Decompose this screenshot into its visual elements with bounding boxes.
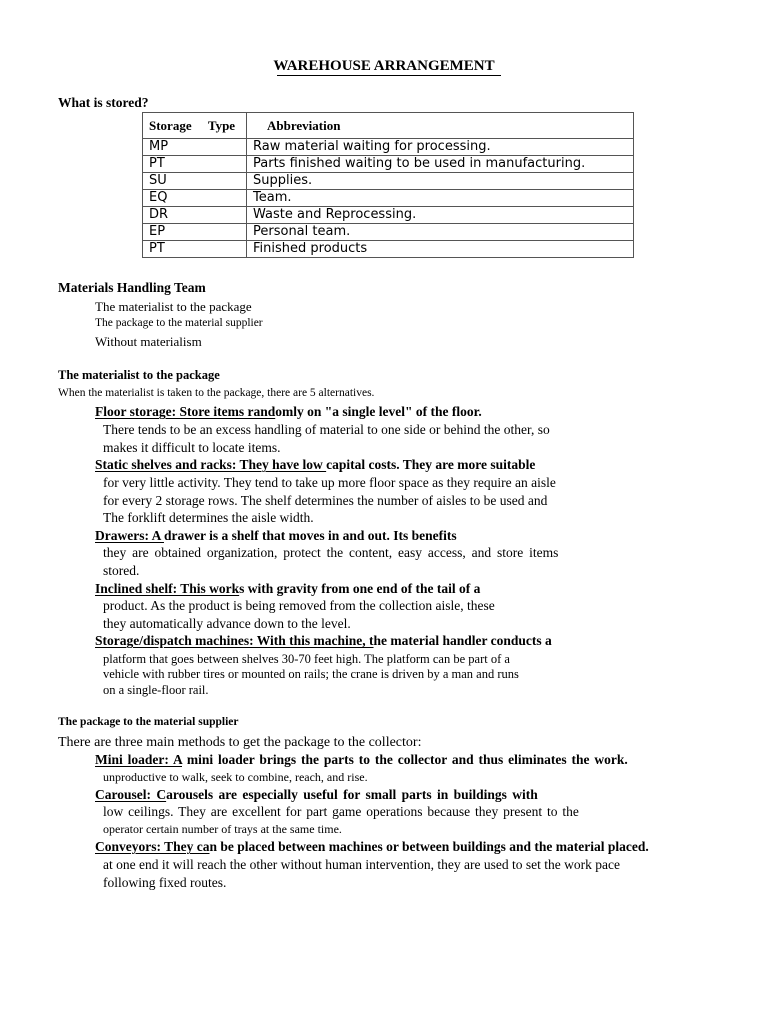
document-title: WAREHOUSE ARRANGEMENT: [273, 58, 495, 74]
carousel-text: low ceilings. They are excellent for part game operations because they present to the: [103, 804, 579, 819]
drawers-heading: Drawers: A drawer is a shelf that moves in and out. Its benefits: [95, 528, 457, 543]
table-row: DR Waste and Reprocessing.: [143, 207, 634, 224]
table-row: EP Personal team.: [143, 224, 634, 241]
materialist-intro: When the materialist is taken to the package, there are 5 alternatives.: [58, 387, 375, 399]
static-shelves-heading: Static shelves and racks: They have low capital costs. They are more suitable: [95, 457, 536, 472]
table-header-row: [143, 113, 634, 139]
package-heading: The package to the material supplier: [58, 716, 239, 728]
static-shelves-text: for every 2 storage rows. The shelf determines the number of aisles to be used and: [103, 493, 548, 508]
inclined-shelf-heading: Inclined shelf: This works with gravity from one end of the tail of a: [95, 581, 481, 596]
table-header-storage-type: Storage Type: [143, 113, 247, 139]
list-item: The package to the material supplier: [95, 317, 263, 329]
floor-storage-heading: Floor storage: Store items randomly on "a single level" of the floor.: [95, 404, 482, 419]
conveyors-text: at one end it will reach the other without human intervention, they are used to set the work pace: [103, 857, 620, 872]
inclined-shelf-text: product. As the product is being removed from the collection aisle, these: [103, 598, 495, 613]
dispatch-machines-heading: Storage/dispatch machines: With this machine, the material handler conducts a: [95, 633, 552, 648]
conveyors-heading: Conveyors: They can be placed between machines or between buildings and the material placed.: [95, 839, 649, 854]
inclined-shelf-text: they automatically advance down to the level.: [103, 616, 351, 631]
list-item: Without materialism: [95, 334, 202, 349]
dispatch-machines-text: on a single-floor rail.: [103, 683, 209, 697]
dispatch-machines-text: vehicle with rubber tires or mounted on rails; the crane is driven by a man and runs: [103, 667, 519, 681]
table-row: MP Raw material waiting for processing.: [143, 139, 634, 156]
mini-loader-heading: Mini loader: A mini loader brings the parts to the collector and thus eliminates the work.: [95, 752, 628, 767]
list-item: The materialist to the package: [95, 299, 252, 314]
dispatch-machines-text: platform that goes between shelves 30-70 feet high. The platform can be part of a: [103, 652, 510, 666]
title-underline: [277, 75, 501, 76]
carousel-heading: Carousel: Carousels are especially useful for small parts in buildings with: [95, 787, 538, 802]
carousel-text: operator certain number of trays at the same time.: [103, 822, 342, 836]
mini-loader-text: unproductive to walk, seek to combine, reach, and rise.: [103, 770, 368, 784]
static-shelves-text: for very little activity. They tend to take up more floor space as they require an aisle: [103, 475, 556, 490]
what-is-stored-heading: What is stored?: [58, 95, 149, 110]
drawers-text: stored.: [103, 563, 140, 578]
package-intro: There are three main methods to get the package to the collector:: [58, 735, 422, 750]
table-row: SU Supplies.: [143, 173, 634, 190]
drawers-text: they are obtained organization, protect the content, easy access, and store items: [103, 545, 559, 560]
storage-table: [142, 112, 634, 258]
table-row: PT Parts finished waiting to be used in manufacturing.: [143, 156, 634, 173]
floor-storage-text: There tends to be an excess handling of material to one side or behind the other, so: [103, 422, 550, 437]
handling-team-heading: Materials Handling Team: [58, 280, 206, 295]
table-row: PT Finished products: [143, 241, 634, 258]
floor-storage-text: makes it difficult to locate items.: [103, 440, 281, 455]
table-row: EQ Team.: [143, 190, 634, 207]
static-shelves-text: The forklift determines the aisle width.: [103, 510, 314, 525]
table-header-abbreviation: Abbreviation: [247, 113, 634, 139]
conveyors-text: following fixed routes.: [103, 875, 227, 890]
materialist-heading: The materialist to the package: [58, 368, 220, 382]
